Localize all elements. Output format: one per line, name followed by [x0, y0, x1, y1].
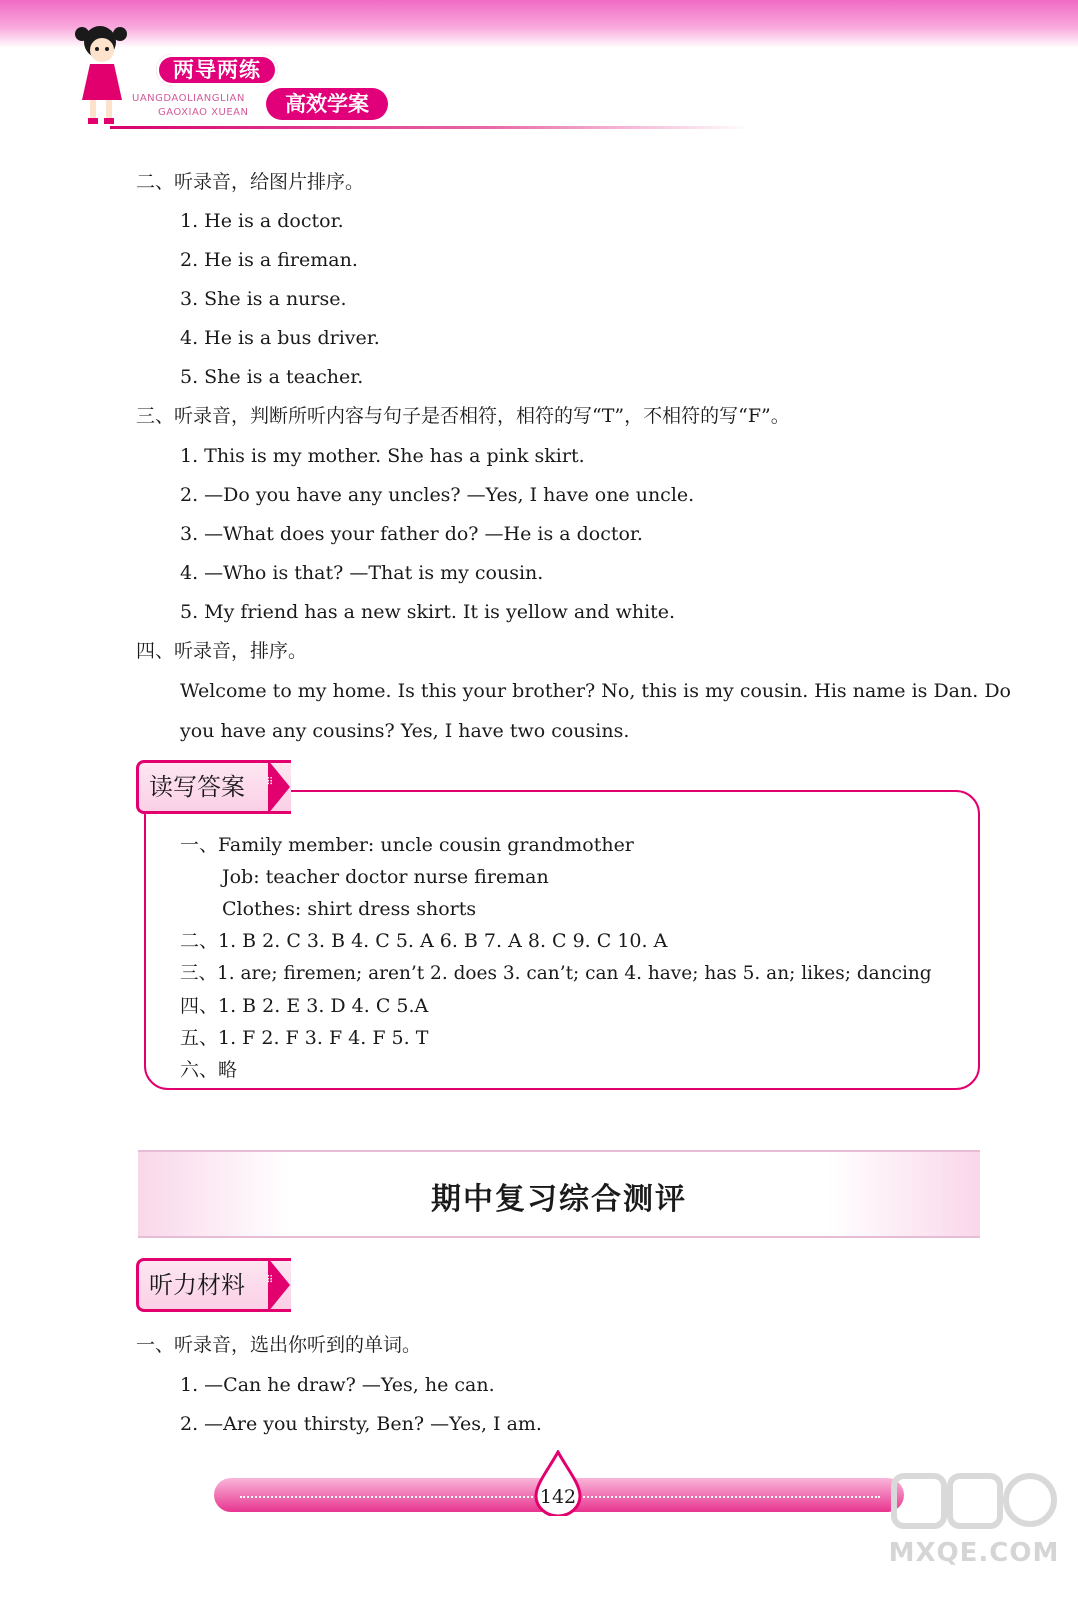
- page-number: 142: [539, 1486, 577, 1508]
- section-heading: 一、听录音，选出你听到的单词。: [136, 1334, 422, 1356]
- answer-line: 一、Family member: uncle cousin grandmother: [180, 834, 634, 856]
- list-item: 2. —Are you thirsty, Ben? —Yes, I am.: [180, 1413, 542, 1435]
- brand-pinyin: [132, 92, 262, 120]
- list-item: 4. He is a bus driver.: [180, 327, 380, 349]
- list-item: 1. This is my mother. She has a pink skirt.: [180, 445, 585, 467]
- answer-line: 四、1. B 2. E 3. D 4. C 5.A: [180, 995, 429, 1017]
- list-item: 3. She is a nurse.: [180, 288, 347, 310]
- list-item: 4. —Who is that? —That is my cousin.: [180, 562, 544, 584]
- paragraph-line: you have any cousins? Yes, I have two cousins.: [180, 720, 630, 742]
- list-item: 5. She is a teacher.: [180, 366, 364, 388]
- answer-line: Job: teacher doctor nurse fireman: [222, 866, 549, 888]
- pinyin-line-2: GAOXIAO XUEAN: [158, 107, 249, 118]
- watermark-text: MXQE.COM: [888, 1538, 1060, 1568]
- list-item: 5. My friend has a new skirt. It is yellow and white.: [180, 601, 676, 623]
- list-item: 1. —Can he draw? —Yes, he can.: [180, 1374, 495, 1396]
- section-title-band: [138, 1150, 980, 1238]
- header-divider: [110, 126, 750, 129]
- answer-line: 三、1. are; firemen; aren’t 2. does 3. can’t; can 4. have; has 5. an; likes; dancing: [180, 963, 932, 984]
- header-band: [0, 0, 1078, 48]
- answer-line: 六、略: [180, 1059, 238, 1081]
- list-item: 2. He is a fireman.: [180, 249, 358, 271]
- paragraph-line: Welcome to my home. Is this your brother? No, this is my cousin. His name is Dan. Do: [180, 680, 1011, 702]
- dots-icon: ⠿: [266, 777, 274, 788]
- list-item: 2. —Do you have any uncles? —Yes, I have one uncle.: [180, 484, 695, 506]
- answer-line: Clothes: shirt dress shorts: [222, 898, 477, 920]
- series-badge: 高效学案: [266, 88, 388, 120]
- dots-icon: ⠿: [266, 1275, 274, 1286]
- section-title: 期中复习综合测评: [431, 1182, 687, 1217]
- pinyin-line-1: UANGDAOLIANGLIAN: [132, 93, 245, 104]
- answers-label: 读写答案: [136, 760, 291, 814]
- list-item: 1. He is a doctor.: [180, 210, 344, 232]
- answer-line: 五、1. F 2. F 3. F 4. F 5. T: [180, 1027, 429, 1049]
- watermark-logo-icon: [884, 1470, 1064, 1590]
- brand-badge: 两导两练: [156, 54, 278, 86]
- answer-line: 二、1. B 2. C 3. B 4. C 5. A 6. B 7. A 8. C 9. C 10. A: [180, 930, 668, 952]
- section-heading: 三、听录音，判断所听内容与句子是否相符，相符的写“T”，不相符的写“F”。: [136, 405, 790, 427]
- list-item: 3. —What does your father do? —He is a doctor.: [180, 523, 643, 545]
- listening-material-label: 听力材料: [136, 1258, 291, 1312]
- section-heading: 四、听录音，排序。: [136, 640, 308, 662]
- section-heading: 二、听录音，给图片排序。: [136, 171, 365, 193]
- girl-mascot-icon: [70, 20, 140, 130]
